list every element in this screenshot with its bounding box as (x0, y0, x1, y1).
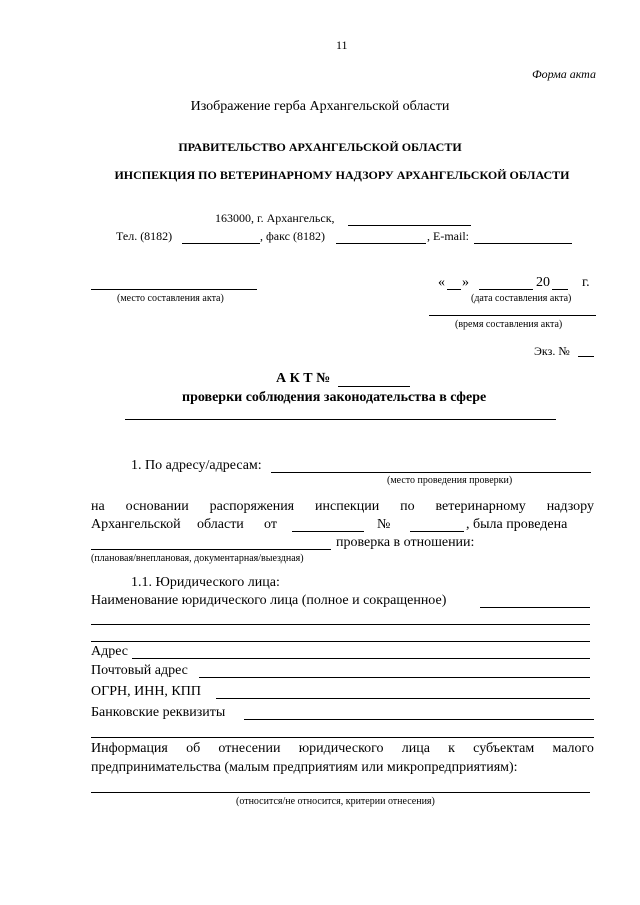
inspection-heading: ИНСПЕКЦИЯ ПО ВЕТЕРИНАРНОМУ НАДЗОРУ АРХАНГЕЛЬСКОЙ ОБЛАСТИ (114, 168, 570, 182)
inspection-place-caption: (место проведения проверки) (387, 475, 513, 486)
fax-label: , факс (8182) (260, 229, 325, 243)
bank-details-field[interactable] (244, 719, 594, 720)
inspection-type-caption: (плановая/внеплановая, документарная/выездная) (91, 553, 304, 564)
small-business-caption: (относится/не относится, критерии отнесения) (236, 796, 435, 807)
address-field[interactable] (132, 658, 590, 659)
form-label: Форма акта (532, 67, 596, 81)
act-subtitle: проверки соблюдения законодательства в сфере (182, 390, 487, 405)
small-business-line-1 (91, 741, 594, 757)
basis-word: инспекции (315, 499, 380, 514)
bank-details-field-2[interactable] (91, 737, 594, 738)
government-heading: ПРАВИТЕЛЬСТВО АРХАНГЕЛЬСКОЙ ОБЛАСТИ (178, 140, 462, 154)
date-close-quote: » (462, 275, 469, 290)
date-year-field[interactable] (552, 289, 568, 290)
basis-area: области (197, 517, 244, 532)
address-text: 163000, г. Архангельск, (215, 211, 335, 225)
basis-word: на (91, 499, 105, 514)
fax-field[interactable] (336, 243, 426, 244)
legal-name-field-2[interactable] (91, 624, 590, 625)
basis-region: Архангельской (91, 517, 181, 532)
small-business-word: отнесении (218, 741, 281, 756)
section1-label: 1. По адресу/адресам: (131, 458, 262, 473)
basis-word: основании (125, 499, 189, 514)
basis-number-sign: № (377, 517, 391, 532)
legal-name-label: Наименование юридического лица (полное и сокращенное) (91, 593, 447, 608)
ids-field[interactable] (216, 698, 590, 699)
address-label: Адрес (91, 644, 129, 659)
copy-number-field[interactable] (578, 356, 594, 357)
small-business-word: лица (401, 741, 430, 756)
copy-number-label: Экз. № (534, 344, 570, 358)
small-business-word: малого (552, 741, 594, 756)
time-field[interactable] (429, 315, 596, 316)
postal-address-label: Почтовый адрес (91, 663, 188, 678)
address-line[interactable] (348, 225, 471, 226)
date-open-quote: « (438, 275, 445, 290)
phone-label: Тел. (8182) (116, 229, 173, 243)
phone-field[interactable] (182, 243, 260, 244)
date-year-prefix: 20 (536, 275, 550, 290)
order-number-field[interactable] (410, 531, 464, 532)
legal-name-field[interactable] (480, 607, 590, 608)
act-title: А К Т № (276, 371, 331, 386)
basis-word: по (400, 499, 415, 514)
small-business-word: Информация (91, 741, 168, 756)
bank-details-label: Банковские реквизиты (91, 705, 226, 720)
legal-name-field-3[interactable] (91, 641, 590, 642)
inspection-place-field[interactable] (271, 472, 591, 473)
place-field[interactable] (91, 289, 257, 290)
inspection-in-relation: проверка в отношении: (336, 535, 475, 550)
small-business-word: об (186, 741, 201, 756)
date-day-field[interactable] (447, 289, 461, 290)
place-caption: (место составления акта) (117, 293, 224, 304)
basis-word: распоряжения (209, 499, 295, 514)
email-label: , E-mail: (427, 229, 469, 243)
small-business-word: к (448, 741, 455, 756)
small-business-line-2: предпринимательства (малым предприятиям или микропредприятиям): (91, 760, 518, 775)
email-field[interactable] (474, 243, 572, 244)
basis-word: надзору (546, 499, 594, 514)
small-business-word: юридического (298, 741, 384, 756)
date-month-field[interactable] (479, 289, 533, 290)
basis-conducted: , была проведена (466, 517, 568, 532)
date-caption: (дата составления акта) (471, 293, 572, 304)
ids-label: ОГРН, ИНН, КПП (91, 684, 201, 699)
small-business-field[interactable] (91, 792, 590, 793)
basis-line-1 (91, 499, 594, 515)
time-caption: (время составления акта) (455, 319, 563, 330)
sphere-field[interactable] (125, 419, 556, 420)
basis-from: от (264, 517, 277, 532)
order-date-field[interactable] (292, 531, 364, 532)
postal-address-field[interactable] (199, 677, 590, 678)
inspection-type-field[interactable] (91, 549, 331, 550)
date-year-suffix: г. (582, 275, 590, 290)
basis-word: ветеринарному (435, 499, 526, 514)
small-business-word: субъектам (473, 741, 535, 756)
coat-of-arms-placeholder: Изображение герба Архангельской области (190, 99, 450, 114)
act-number-field[interactable] (338, 386, 410, 387)
section11-label: 1.1. Юридического лица: (131, 575, 280, 590)
page-number: 11 (336, 38, 348, 52)
